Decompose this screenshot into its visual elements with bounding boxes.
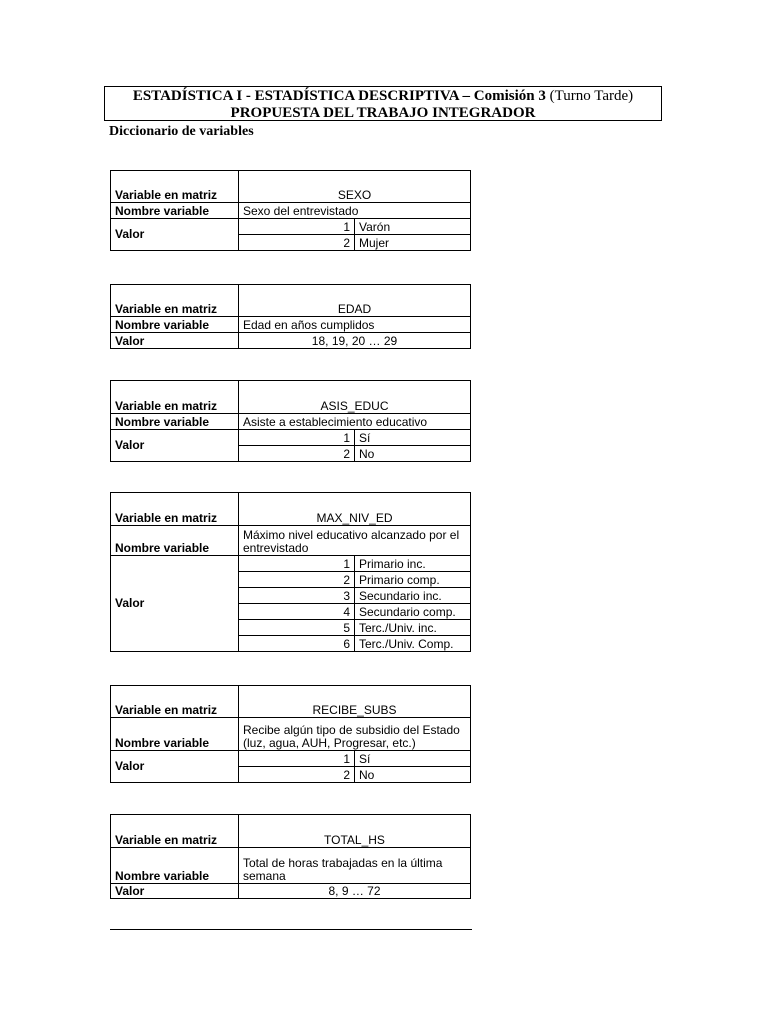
variable-table-sexo [110, 170, 471, 251]
variable-name: Edad en años cumplidos [239, 317, 471, 333]
label-nombre-variable: Nombre variable [111, 848, 239, 884]
header-course-name: ESTADÍSTICA I - ESTADÍSTICA DESCRIPTIVA – Comisión 3 [132, 88, 546, 104]
label-variable-en-matriz: Variable en matriz [111, 285, 239, 317]
value-code: 3 [239, 588, 355, 604]
variable-name: Recibe algún tipo de subsidio del Estado (luz, agua, AUH, Progresar, etc.) [239, 718, 471, 751]
dictionary-title: Diccionario de variables [109, 124, 254, 139]
label-valor: Valor [111, 884, 239, 899]
value-code: 1 [239, 556, 355, 572]
variable-code: TOTAL_HS [239, 815, 471, 848]
value-code: 6 [239, 636, 355, 652]
value-range: 8, 9 … 72 [239, 884, 471, 899]
value-code: 2 [239, 446, 355, 462]
label-nombre-variable: Nombre variable [111, 718, 239, 751]
value-code: 5 [239, 620, 355, 636]
variable-table-recibe-subs [110, 685, 471, 783]
variable-name: Sexo del entrevistado [239, 203, 471, 219]
label-variable-en-matriz: Variable en matriz [111, 815, 239, 848]
value-label: Secundario inc. [355, 588, 471, 604]
header-shift: (Turno Tarde) [545, 88, 634, 104]
value-label: Mujer [355, 235, 471, 251]
variable-code: ASIS_EDUC [239, 381, 471, 414]
variable-name: Total de horas trabajadas en la última semana [239, 848, 471, 884]
label-valor: Valor [111, 556, 239, 652]
label-nombre-variable: Nombre variable [111, 526, 239, 556]
value-label: Secundario comp. [355, 604, 471, 620]
value-label: Sí [355, 430, 471, 446]
value-code: 1 [239, 219, 355, 235]
value-code: 1 [239, 751, 355, 767]
header-course-title [105, 88, 661, 105]
label-variable-en-matriz: Variable en matriz [111, 493, 239, 526]
value-label: Terc./Univ. inc. [355, 620, 471, 636]
label-nombre-variable: Nombre variable [111, 203, 239, 219]
value-code: 2 [239, 767, 355, 783]
value-code: 4 [239, 604, 355, 620]
header-project-title: PROPUESTA DEL TRABAJO INTEGRADOR [230, 105, 536, 121]
value-label: Varón [355, 219, 471, 235]
value-range: 18, 19, 20 … 29 [239, 333, 471, 349]
label-valor: Valor [111, 430, 239, 462]
label-variable-en-matriz: Variable en matriz [111, 171, 239, 203]
footnote-divider [110, 929, 472, 930]
value-label: No [355, 446, 471, 462]
value-code: 2 [239, 235, 355, 251]
value-label: No [355, 767, 471, 783]
label-nombre-variable: Nombre variable [111, 317, 239, 333]
variable-name: Asiste a establecimiento educativo [239, 414, 471, 430]
variable-code: RECIBE_SUBS [239, 686, 471, 718]
label-valor: Valor [111, 751, 239, 783]
variable-table-total-hs [110, 814, 471, 899]
value-label: Primario inc. [355, 556, 471, 572]
value-label: Terc./Univ. Comp. [355, 636, 471, 652]
value-code: 1 [239, 430, 355, 446]
variable-code: SEXO [239, 171, 471, 203]
variable-code: MAX_NIV_ED [239, 493, 471, 526]
label-valor: Valor [111, 219, 239, 251]
value-code: 2 [239, 572, 355, 588]
variable-table-max-niv-ed [110, 492, 471, 652]
document-header [104, 86, 662, 121]
label-nombre-variable: Nombre variable [111, 414, 239, 430]
value-label: Sí [355, 751, 471, 767]
variable-code: EDAD [239, 285, 471, 317]
label-variable-en-matriz: Variable en matriz [111, 686, 239, 718]
variable-table-asis-educ [110, 380, 471, 462]
label-variable-en-matriz: Variable en matriz [111, 381, 239, 414]
label-valor: Valor [111, 333, 239, 349]
variable-table-edad [110, 284, 471, 349]
variable-name: Máximo nivel educativo alcanzado por el entrevistado [239, 526, 471, 556]
value-label: Primario comp. [355, 572, 471, 588]
